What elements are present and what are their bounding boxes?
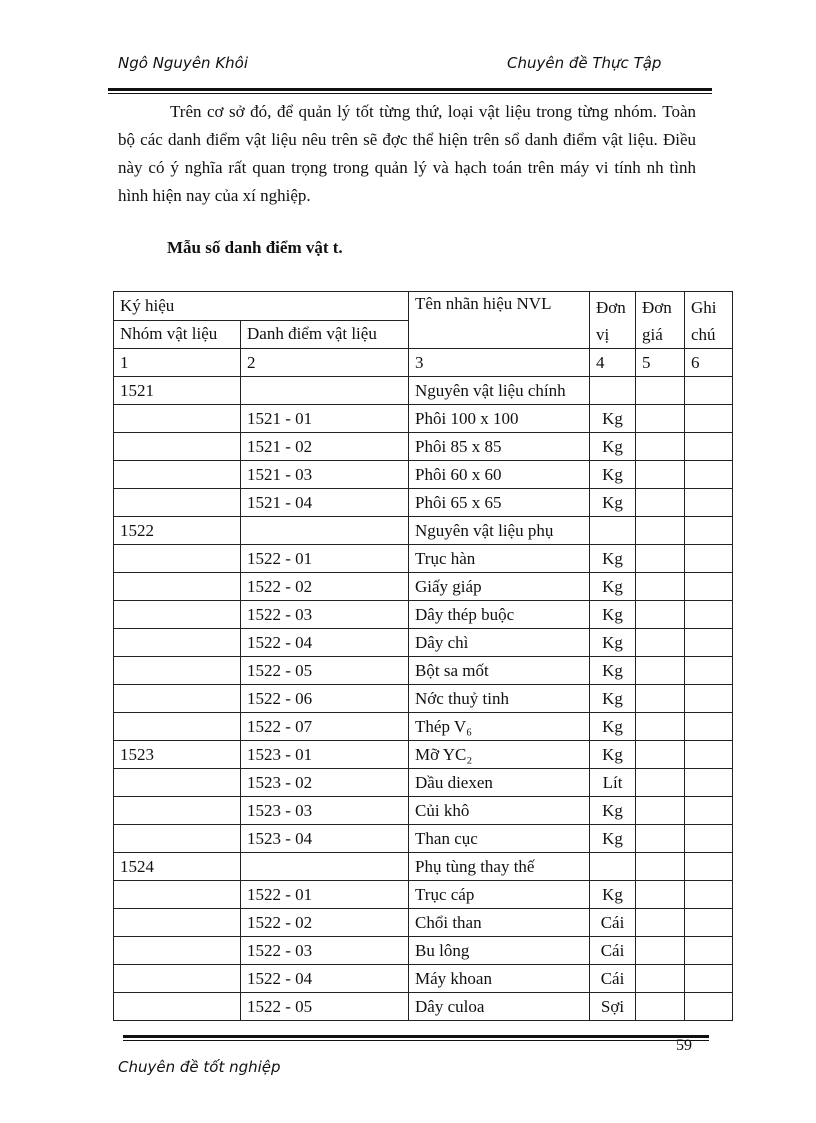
table-row <box>114 937 733 965</box>
table-row <box>114 853 733 881</box>
table-header-row <box>114 292 733 321</box>
note-cell <box>685 685 733 713</box>
header-don-gia: Đơn giá <box>636 292 685 349</box>
table-row <box>114 545 733 573</box>
table-row <box>114 993 733 1021</box>
table-row <box>114 601 733 629</box>
group-code-cell <box>114 713 241 741</box>
item-code-cell: 1522 - 03 <box>241 601 409 629</box>
price-cell <box>636 517 685 545</box>
index-cell: 6 <box>685 349 733 377</box>
item-code-cell: 1522 - 01 <box>241 545 409 573</box>
price-cell <box>636 377 685 405</box>
unit-cell: Cái <box>590 937 636 965</box>
price-cell <box>636 405 685 433</box>
group-code-cell <box>114 629 241 657</box>
unit-cell: Kg <box>590 573 636 601</box>
table-index-row <box>114 349 733 377</box>
group-code-cell <box>114 825 241 853</box>
table-row <box>114 825 733 853</box>
page-number: 59 <box>676 1037 692 1054</box>
group-code-cell <box>114 797 241 825</box>
table-row <box>114 517 733 545</box>
material-name-cell: Chổi than <box>409 909 590 937</box>
table-row <box>114 433 733 461</box>
unit-cell: Kg <box>590 741 636 769</box>
header-ky-hieu: Ký hiệu <box>114 292 409 321</box>
table-row <box>114 909 733 937</box>
group-code-cell <box>114 965 241 993</box>
group-code-cell <box>114 881 241 909</box>
material-name-cell: Nguyên vật liệu chính <box>409 377 590 405</box>
table-row <box>114 769 733 797</box>
unit-cell: Kg <box>590 405 636 433</box>
material-name-cell: Bu lông <box>409 937 590 965</box>
note-cell <box>685 405 733 433</box>
unit-cell: Kg <box>590 489 636 517</box>
group-code-cell: 1522 <box>114 517 241 545</box>
table-caption: Mẫu số danh điểm vật t. <box>167 238 343 257</box>
header-danh-diem: Danh điểm vật liệu <box>241 320 409 349</box>
group-code-cell <box>114 461 241 489</box>
note-cell <box>685 965 733 993</box>
group-code-cell <box>114 909 241 937</box>
group-code-cell <box>114 993 241 1021</box>
item-code-cell: 1522 - 02 <box>241 573 409 601</box>
group-code-cell <box>114 489 241 517</box>
material-code-table <box>113 291 733 1021</box>
unit-cell: Kg <box>590 685 636 713</box>
price-cell <box>636 657 685 685</box>
group-code-cell <box>114 937 241 965</box>
material-name-cell: Phôi 85 x 85 <box>409 433 590 461</box>
item-code-cell: 1522 - 03 <box>241 937 409 965</box>
unit-cell: Kg <box>590 713 636 741</box>
unit-cell: Kg <box>590 461 636 489</box>
header-rule-thick <box>108 88 712 91</box>
item-code-cell: 1521 - 01 <box>241 405 409 433</box>
footer-rule-thick <box>123 1035 709 1038</box>
unit-cell: Kg <box>590 825 636 853</box>
header-don-vi: Đơn vị <box>590 292 636 349</box>
header-author: Ngô Nguyên Khôi <box>118 54 249 72</box>
material-name-cell: Thép V₆ <box>409 713 590 741</box>
table-row <box>114 881 733 909</box>
material-name-cell: Trục cáp <box>409 881 590 909</box>
item-code-cell <box>241 853 409 881</box>
item-code-cell: 1522 - 02 <box>241 909 409 937</box>
footer-text: Chuyên đề tốt nghiệp <box>118 1058 281 1076</box>
material-name-cell: Bột sa mốt <box>409 657 590 685</box>
note-cell <box>685 797 733 825</box>
group-code-cell <box>114 601 241 629</box>
table-row <box>114 685 733 713</box>
group-code-cell: 1521 <box>114 377 241 405</box>
item-code-cell: 1523 - 03 <box>241 797 409 825</box>
note-cell <box>685 461 733 489</box>
item-code-cell: 1521 - 04 <box>241 489 409 517</box>
material-name-cell: Dây culoa <box>409 993 590 1021</box>
note-cell <box>685 937 733 965</box>
price-cell <box>636 545 685 573</box>
material-name-cell: Than cục <box>409 825 590 853</box>
note-cell <box>685 629 733 657</box>
item-code-cell: 1522 - 05 <box>241 657 409 685</box>
item-code-cell: 1521 - 03 <box>241 461 409 489</box>
material-name-cell: Dây chì <box>409 629 590 657</box>
unit-cell: Kg <box>590 601 636 629</box>
table-row <box>114 713 733 741</box>
note-cell <box>685 657 733 685</box>
note-cell <box>685 741 733 769</box>
note-cell <box>685 517 733 545</box>
unit-cell: Kg <box>590 433 636 461</box>
material-name-cell: Trục hàn <box>409 545 590 573</box>
item-code-cell: 1522 - 01 <box>241 881 409 909</box>
price-cell <box>636 853 685 881</box>
item-code-cell: 1523 - 02 <box>241 769 409 797</box>
index-cell: 2 <box>241 349 409 377</box>
price-cell <box>636 797 685 825</box>
note-cell <box>685 377 733 405</box>
item-code-cell: 1523 - 04 <box>241 825 409 853</box>
table-row <box>114 741 733 769</box>
footer-rule-thin <box>123 1040 709 1041</box>
item-code-cell: 1523 - 01 <box>241 741 409 769</box>
unit-cell: Kg <box>590 881 636 909</box>
body-paragraph: Trên cơ sở đó, để quản lý tốt từng thứ, loại vật liệu trong từng nhóm. Toàn bộ các danh điểm vật liệu nêu trên sẽ đợc thể hiện trên sổ danh điểm vật liệu. Điều này có ý nghĩa rất quan trọng trong quản lý và hạch toán trên máy vi tính nh tình hình hiện nay của xí nghiệp. <box>118 102 696 205</box>
unit-cell: Lít <box>590 769 636 797</box>
header-ghi-chu: Ghi chú <box>685 292 733 349</box>
item-code-cell <box>241 517 409 545</box>
price-cell <box>636 489 685 517</box>
group-code-cell <box>114 545 241 573</box>
index-cell: 4 <box>590 349 636 377</box>
note-cell <box>685 909 733 937</box>
group-code-cell <box>114 685 241 713</box>
price-cell <box>636 909 685 937</box>
price-cell <box>636 433 685 461</box>
price-cell <box>636 713 685 741</box>
material-name-cell: Dầu diexen <box>409 769 590 797</box>
item-code-cell <box>241 377 409 405</box>
price-cell <box>636 601 685 629</box>
unit-cell <box>590 517 636 545</box>
table-row <box>114 629 733 657</box>
material-name-cell: Phụ tùng thay thế <box>409 853 590 881</box>
note-cell <box>685 825 733 853</box>
table-row <box>114 461 733 489</box>
group-code-cell <box>114 657 241 685</box>
note-cell <box>685 545 733 573</box>
price-cell <box>636 461 685 489</box>
unit-cell <box>590 377 636 405</box>
price-cell <box>636 573 685 601</box>
group-code-cell: 1523 <box>114 741 241 769</box>
material-name-cell: Phôi 100 x 100 <box>409 405 590 433</box>
price-cell <box>636 769 685 797</box>
group-code-cell <box>114 433 241 461</box>
group-code-cell <box>114 769 241 797</box>
price-cell <box>636 965 685 993</box>
note-cell <box>685 601 733 629</box>
note-cell <box>685 713 733 741</box>
item-code-cell: 1522 - 06 <box>241 685 409 713</box>
header-title: Chuyên đề Thực Tập <box>507 54 662 72</box>
index-cell: 3 <box>409 349 590 377</box>
unit-cell: Kg <box>590 797 636 825</box>
price-cell <box>636 685 685 713</box>
header-ten-nhan-hieu: Tên nhãn hiệu NVL <box>409 292 590 349</box>
group-code-cell <box>114 405 241 433</box>
price-cell <box>636 881 685 909</box>
note-cell <box>685 881 733 909</box>
unit-cell <box>590 853 636 881</box>
table-row <box>114 489 733 517</box>
unit-cell: Kg <box>590 629 636 657</box>
material-name-cell: Phôi 65 x 65 <box>409 489 590 517</box>
note-cell <box>685 993 733 1021</box>
material-name-cell: Phôi 60 x 60 <box>409 461 590 489</box>
unit-cell: Kg <box>590 657 636 685</box>
material-name-cell: Giấy giáp <box>409 573 590 601</box>
index-cell: 1 <box>114 349 241 377</box>
table-row <box>114 657 733 685</box>
table-row <box>114 965 733 993</box>
header-nhom-vat-lieu: Nhóm vật liệu <box>114 320 241 349</box>
price-cell <box>636 629 685 657</box>
material-name-cell: Máy khoan <box>409 965 590 993</box>
header-rule-thin <box>108 93 712 94</box>
table-row <box>114 797 733 825</box>
table-row <box>114 377 733 405</box>
note-cell <box>685 573 733 601</box>
group-code-cell: 1524 <box>114 853 241 881</box>
price-cell <box>636 825 685 853</box>
item-code-cell: 1522 - 04 <box>241 965 409 993</box>
item-code-cell: 1522 - 04 <box>241 629 409 657</box>
note-cell <box>685 489 733 517</box>
group-code-cell <box>114 573 241 601</box>
material-name-cell: Dây thép buộc <box>409 601 590 629</box>
material-name-cell: Mỡ YC₂ <box>409 741 590 769</box>
price-cell <box>636 937 685 965</box>
material-name-cell: Củi khô <box>409 797 590 825</box>
price-cell <box>636 993 685 1021</box>
unit-cell: Cái <box>590 909 636 937</box>
index-cell: 5 <box>636 349 685 377</box>
item-code-cell: 1521 - 02 <box>241 433 409 461</box>
note-cell <box>685 769 733 797</box>
note-cell <box>685 853 733 881</box>
price-cell <box>636 741 685 769</box>
table-row <box>114 573 733 601</box>
material-name-cell: Nớc thuỷ tinh <box>409 685 590 713</box>
unit-cell: Cái <box>590 965 636 993</box>
item-code-cell: 1522 - 05 <box>241 993 409 1021</box>
unit-cell: Kg <box>590 545 636 573</box>
table-row <box>114 405 733 433</box>
note-cell <box>685 433 733 461</box>
unit-cell: Sợi <box>590 993 636 1021</box>
material-name-cell: Nguyên vật liệu phụ <box>409 517 590 545</box>
item-code-cell: 1522 - 07 <box>241 713 409 741</box>
